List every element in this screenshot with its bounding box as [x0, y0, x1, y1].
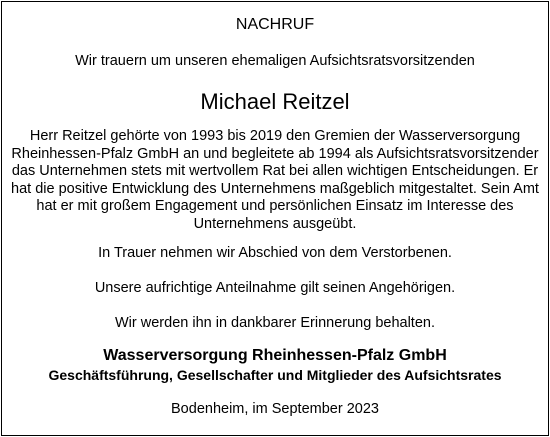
biography-line: Herr Reitzel gehörte von 1993 bis 2019 den Gremien der Wasserversorgung [29, 128, 521, 144]
intro-text: Wir trauern um unseren ehemaligen Aufsichtsratsvorsitzenden [75, 53, 475, 69]
biography-line: das Unternehmen stets mit wertvollem Rat bei allen wichtigen Entscheidungen. Er [11, 163, 539, 180]
company-name: Wasserversorgung Rheinhessen-Pfalz GmbH [103, 347, 447, 364]
deceased-name: Michael Reitzel [200, 89, 350, 114]
notice-heading: NACHRUF [235, 16, 315, 33]
biography-line: Unternehmens ausgeübt. [193, 215, 357, 232]
biography-line: Rheinhessen-Pfalz GmbH an und begleitete ab 1994 als Aufsichtsratsvorsitzender [11, 145, 539, 162]
sympathy-text: Unsere aufrichtige Anteilnahme gilt seinen Angehörigen. [94, 280, 456, 296]
mourning-text: In Trauer nehmen wir Abschied von dem Verstorbenen. [98, 245, 452, 261]
biography-line: hat er mit großem Engagement und persönlichen Einsatz im Interesse des [36, 198, 514, 215]
memory-text: Wir werden ihn in dankbarer Erinnerung behalten. [115, 315, 435, 331]
biography-paragraph [0, 128, 550, 234]
signatories-text: Geschäftsführung, Gesellschafter und Mitglieder des Aufsichtsrates [48, 367, 502, 383]
biography-line: hat die positive Entwicklung des Unternehmens maßgeblich mitgestaltet. Sein Amt [11, 180, 539, 197]
place-date: Bodenheim, im September 2023 [171, 401, 379, 417]
